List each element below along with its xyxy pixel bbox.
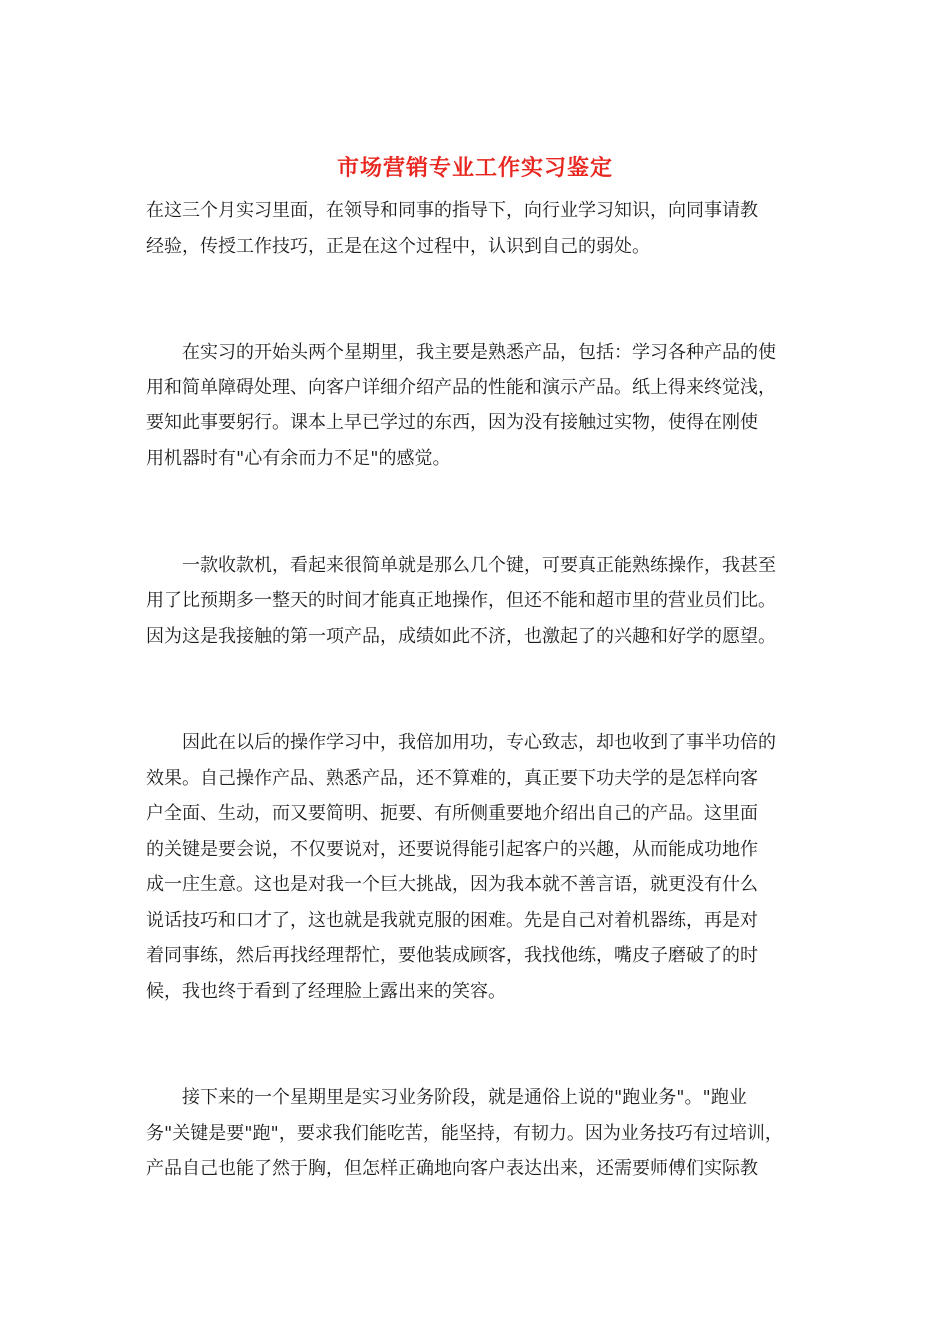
text-line: 经验，传授工作技巧，正是在这个过程中，认识到自己的弱处。 (146, 236, 650, 257)
text-line: 在这三个月实习里面，在领导和同事的指导下，向行业学习知识，向同事请教 (146, 200, 758, 221)
text-line: 一款收款机，看起来很简单就是那么几个键，可要真正能熟练操作，我甚至 (146, 555, 776, 576)
text-line: 候，我也终于看到了经理脸上露出来的笑容。 (146, 981, 506, 1002)
text-line: 产品自己也能了然于胸，但怎样正确地向客户表达出来，还需要师傅们实际教 (146, 1158, 758, 1179)
text-line: 在实习的开始头两个星期里，我主要是熟悉产品，包括：学习各种产品的使 (146, 342, 776, 363)
text-line: 接下来的一个星期里是实习业务阶段，就是通俗上说的"跑业务"。"跑业 (146, 1087, 747, 1108)
text-line: 用了比预期多一整天的时间才能真正地操作，但还不能和超市里的营业员们比。 (146, 590, 776, 611)
text-line: 用机器时有"心有余而力不足"的感觉。 (146, 448, 451, 469)
document-title: 市场营销专业工作实习鉴定 (336, 155, 613, 181)
text-line: 因为这是我接触的第一项产品，成绩如此不济，也激起了的兴趣和好学的愿望。 (146, 626, 776, 647)
text-line: 务"关键是要"跑"，要求我们能吃苦，能坚持，有韧力。因为业务技巧有过培训， (146, 1123, 783, 1144)
text-line: 着同事练，然后再找经理帮忙，要他装成顾客，我找他练，嘴皮子磨破了的时 (146, 945, 758, 966)
text-line: 成一庄生意。这也是对我一个巨大挑战，因为我本就不善言语，就更没有什么 (146, 874, 758, 895)
text-line: 户全面、生动，而又要简明、扼要、有所侧重要地介绍出自己的产品。这里面 (146, 803, 758, 824)
text-line: 的关键是要会说，不仅要说对，还要说得能引起客户的兴趣，从而能成功地作 (146, 839, 758, 860)
text-line: 因此在以后的操作学习中，我倍加用功，专心致志，却也收到了事半功倍的 (146, 732, 776, 753)
text-line: 用和简单障碍处理、向客户详细介绍产品的性能和演示产品。纸上得来终觉浅， (146, 377, 776, 398)
text-line: 说话技巧和口才了，这也就是我就克服的困难。先是自己对着机器练，再是对 (146, 910, 758, 931)
text-line: 效果。自己操作产品、熟悉产品，还不算难的，真正要下功夫学的是怎样向客 (146, 768, 758, 789)
text-line: 要知此事要躬行。课本上早已学过的东西，因为没有接触过实物，使得在刚使 (146, 412, 758, 433)
